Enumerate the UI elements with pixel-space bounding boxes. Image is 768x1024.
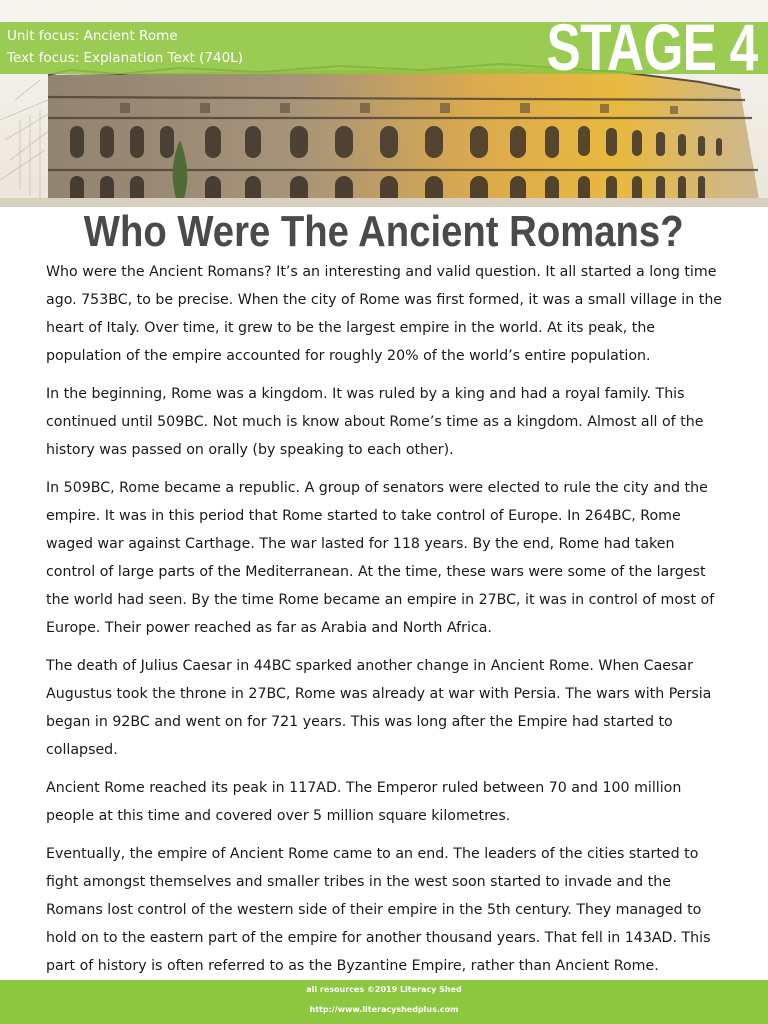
paragraph-6: Eventually, the empire of Ancient Rome came to an end. The leaders of the cities started to fight amongst themselves and smaller tribes in the west soon started to invade and the Romans lost control of the western side of their empire in the 5th century. They managed to hold on to the eastern part of the empire for another thousand years. That fell in 143AD. This part of history is often referred to as the Byzantine Empire, rather than Ancient Rome. (46, 846, 711, 974)
unit-focus-text: Unit focus: Ancient Rome (7, 28, 178, 44)
paragraph-3: In 509BC, Rome became a republic. A group of senators were elected to rule the city and the empire. It was in this period that Rome started to take control of Europe. In 264BC, Rome waged war against Carthage. The war lasted for 118 years. By the end, Rome had taken control of large parts of the Mediterranean. At the time, these wars were some of the largest the world had seen. By the time Rome became an empire in 27BC, it was in control of most of Europe. Their power reached as far as Arabia and North Africa. (46, 480, 715, 636)
paragraph-4: The death of Julius Caesar in 44BC sparked another change in Ancient Rome. When Caesar Augustus took the throne in 27BC, Rome was already at war with Persia. The wars with Persia began in 92BC and went on for 721 years. This was long after the Empire had started to collapsed. (46, 658, 712, 758)
page-title-text: Who Were The Ancient Romans? (84, 207, 684, 256)
header-banner (0, 0, 768, 207)
text-focus-text: Text focus: Explanation Text (740L) (7, 50, 243, 66)
footer-bar (0, 980, 768, 1024)
stage-label: STAGE 4 (546, 10, 758, 84)
article-body (46, 258, 726, 990)
footer-url-link[interactable]: http://www.literacyshedplus.com (309, 1005, 459, 1014)
page-title (0, 207, 768, 257)
paragraph-5: Ancient Rome reached its peak in 117AD. The Emperor ruled between 70 and 100 million people at this time and covered over 5 million square kilometres. (46, 780, 682, 824)
footer-copyright: all resources ©2019 Literacy Shed (306, 985, 462, 994)
paragraph-1: Who were the Ancient Romans? It’s an interesting and valid question. It all started a long time ago. 753BC, to be precise. When the city of Rome was first formed, it was a small village in the heart of Italy. Over time, it grew to be the largest empire in the world. At its peak, the population of the empire accounted for roughly 20% of the world’s entire population. (46, 264, 723, 364)
paragraph-2: In the beginning, Rome was a kingdom. It was ruled by a king and had a royal family. This continued until 509BC. Not much is know about Rome’s time as a kingdom. Almost all of the history was passed on orally (by speaking to each other). (46, 386, 704, 458)
